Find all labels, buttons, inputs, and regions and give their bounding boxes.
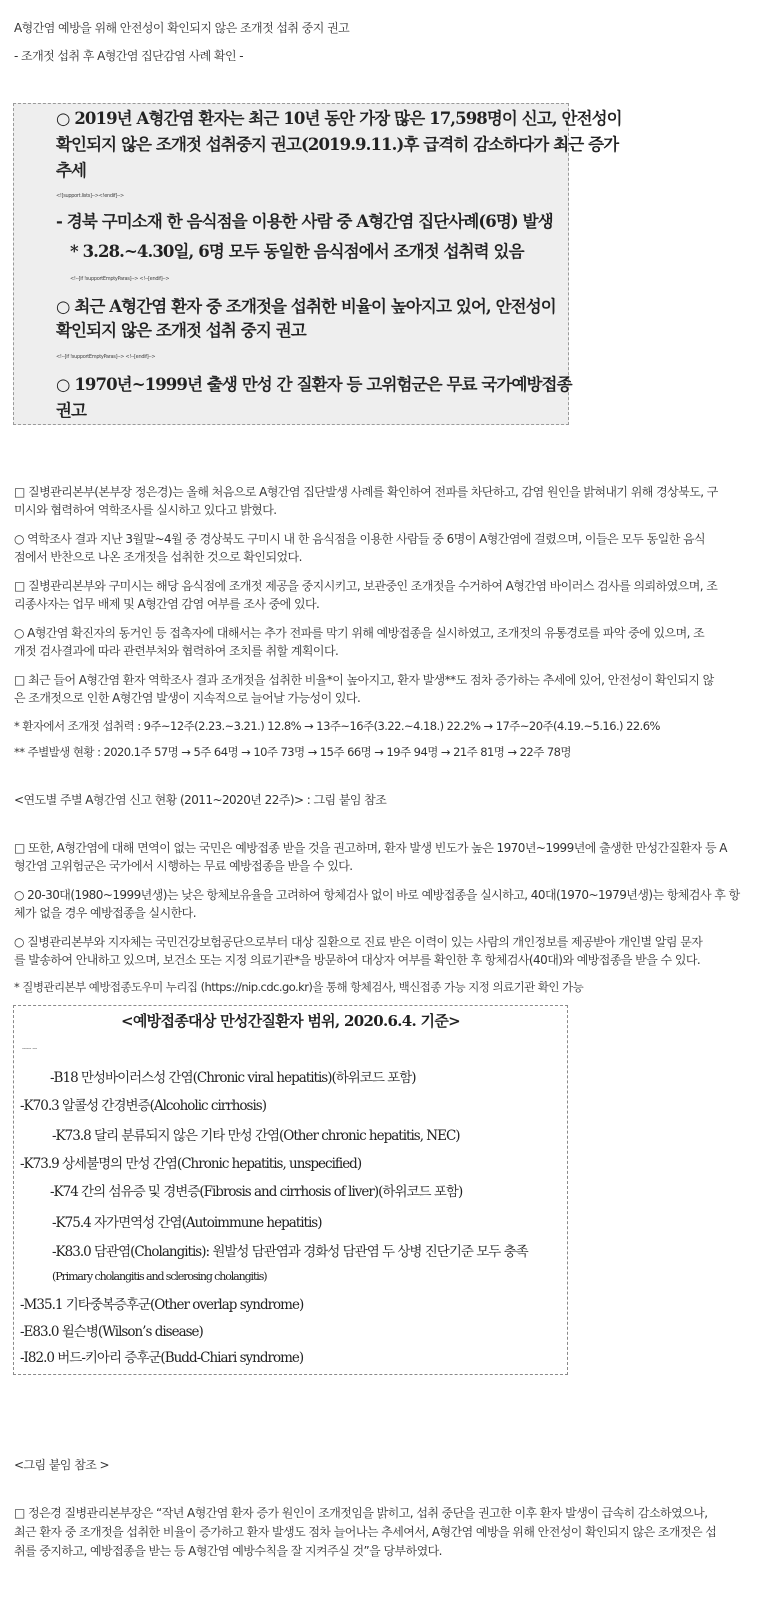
note-weekly-cases: ** 주별발생 현황 : 2020.1주 57명 → 5주 64명 → 10주 73명 → 15주 66명 → 19주 94명 → 21주 81명 → 22주 78명 (14, 745, 571, 759)
disease-item-b18: -B18 만성바이러스성 간염(Chronic viral hepatitis)(하위코드 포함) (50, 1070, 416, 1086)
para9-line1: □ 정은경 질병관리본부장은 “작년 A형간염 환자 증가 원인이 조개젓임을 밝히고, 섭취 중단을 권고한 이후 환자 발생이 급속히 감소하였으나, (14, 1506, 708, 1520)
para8-line2: 를 발송하여 안내하고 있으며, 보건소 또는 지정 의료기관*을 방문하여 대상자 여부를 확인한 후 항체검사(40대)와 예방접종을 받을 수 있다. (14, 953, 701, 967)
note-nip-website: * 질병관리본부 예방접종도우미 누리집 (https://nip.cdc.go.kr)을 통해 항체검사, 백신접종 가능 지정 의료기관 확인 가능 (14, 980, 584, 994)
summary-point-3-line1: ○ 최근 A형간염 환자 중 조개젓을 섭취한 비율이 높아지고 있어, 안전성이 (56, 297, 556, 316)
page-title: A형간염 예방을 위해 안전성이 확인되지 않은 조개젓 섭취 중지 권고 (14, 21, 350, 35)
para7-line2: 체가 없을 경우 예방접종을 실시한다. (14, 906, 196, 920)
summary-point-4-line1: ○ 1970년~1999년 출생 만성 간 질환자 등 고위험군은 무료 국가예방접종 (56, 375, 572, 394)
disease-box-marker: ------ --- (22, 1046, 37, 1052)
para2-line1: ○ 역학조사 결과 지난 3월말~4월 중 경상북도 구미시 내 한 음식점을 이용한 사람들 중 6명이 A형간염에 걸렸으며, 이들은 모두 동일한 음식 (14, 532, 706, 546)
summary-marker-3: <!--[if !supportEmptyParas]--> <!--[endif]--> (56, 354, 156, 360)
para6-line2: 형간염 고위험군은 국가에서 시행하는 무료 예방접종을 받을 수 있다. (14, 859, 353, 873)
para8-line1: ○ 질병관리본부와 지자체는 국민건강보험공단으로부터 대상 질환으로 진료 받은 이력이 있는 사람의 개인정보를 제공받아 개인별 알림 문자 (14, 935, 703, 949)
page-subtitle: - 조개젓 섭취 후 A형간염 집단감염 사례 확인 - (14, 49, 244, 63)
para3-line1: □ 질병관리본부와 구미시는 해당 음식점에 조개젓 제공을 중지시키고, 보관중인 조개젓을 수거하여 A형간염 바이러스 검사를 의뢰하였으며, 조 (14, 579, 718, 593)
disease-item-k830-sub: (Primary cholangitis and sclerosing cholangitis) (52, 1270, 267, 1283)
disease-box-title: <예방접종대상 만성간질환자 범위, 2020.6.4. 기준> (121, 1012, 460, 1030)
para4-line1: ○ A형간염 확진자의 동거인 등 접촉자에 대해서는 추가 전파를 막기 위해 예방접종을 실시하였고, 조개젓의 유통경로를 파악 중에 있으며, 조 (14, 626, 705, 640)
para4-line2: 개젓 검사결과에 따라 관련부처와 협력하여 조치를 취할 계획이다. (14, 644, 339, 658)
summary-box (13, 103, 622, 425)
disease-item-k830: -K83.0 담관염(Cholangitis): 원발성 담관염과 경화성 담관염 두 상병 진단기준 모두 충족 (52, 1244, 528, 1260)
summary-point-1-line2: 확인되지 않은 조개젓 섭취중지 권고(2019.9.11.)후 급격히 감소하다가 최근 증가 (56, 135, 619, 154)
para2-line2: 점에서 반찬으로 나온 조개젓을 섭취한 것으로 확인되었다. (14, 550, 302, 564)
figure-reference-2: <그림 붙임 참조 > (14, 1458, 110, 1472)
figure-reference-1: <연도별 주별 A형간염 신고 현황 (2011~2020년 22주)> : 그림 붙임 참조 (14, 793, 387, 807)
disease-item-e830: -E83.0 윌슨병(Wilson’s disease) (20, 1324, 203, 1340)
disease-item-k739: -K73.9 상세불명의 만성 간염(Chronic hepatitis, unspecified) (20, 1156, 362, 1172)
summary-point-1-line3: 추세 (56, 161, 87, 180)
para1-line2: 미시와 협력하여 역학조사를 실시하고 있다고 밝혔다. (14, 503, 277, 517)
summary-marker-2: <!--[if !supportEmptyParas]--> <!--[endif]--> (70, 276, 170, 282)
para1-line1: □ 질병관리본부(본부장 정은경)는 올해 처음으로 A형간염 집단발생 사례를 확인하여 전파를 차단하고, 감염 원인을 밝혀내기 위해 경상북도, 구 (14, 485, 718, 499)
summary-point-2-line1: - 경북 구미소재 한 음식점을 이용한 사람 중 A형간염 집단사례(6명) 발생 (56, 212, 553, 231)
para6-line1: □ 또한, A형간염에 대해 면역이 없는 국민은 예방접종 받을 것을 권고하며, 환자 발생 빈도가 높은 1970년~1999년에 출생한 만성간질환자 등 A (14, 841, 727, 855)
para5-line1: □ 최근 들어 A형간염 환자 역학조사 결과 조개젓을 섭취한 비율*이 높아지고, 환자 발생**도 점차 증가하는 추세에 있어, 안전성이 확인되지 않 (14, 673, 714, 687)
disease-item-k703: -K70.3 알콜성 간경변증(Alcoholic cirrhosis) (20, 1098, 266, 1114)
para5-line2: 은 조개젓으로 인한 A형간염 발생이 지속적으로 늘어날 가능성이 있다. (14, 691, 361, 705)
summary-point-1-line1: ○ 2019년 A형간염 환자는 최근 10년 동안 가장 많은 17,598명이 신고, 안전성이 (56, 109, 622, 128)
summary-point-2-line2: * 3.28.~4.30일, 6명 모두 동일한 음식점에서 조개젓 섭취력 있음 (70, 242, 524, 261)
disease-item-i820: -I82.0 버드-키아리 증후군(Budd-Chiari syndrome) (20, 1350, 304, 1366)
summary-marker-1: <![support.lists]--><!endif]--> (56, 193, 124, 199)
para9-line2: 최근 환자 중 조개젓을 섭취한 비율이 증가하고 환자 발생도 점차 늘어나는 추세여서, A형간염 예방을 위해 안전성이 확인되지 않은 조개젓은 섭 (14, 1525, 717, 1539)
summary-point-4-line2: 권고 (56, 401, 87, 420)
para7-line1: ○ 20-30대(1980~1999년생)는 낮은 항체보유율을 고려하여 항체검사 없이 바로 예방접종을 실시하고, 40대(1970~1979년생)는 항체검사 후 항 (14, 888, 740, 902)
vaccination-disease-box (13, 1005, 568, 1375)
disease-item-k738: -K73.8 달리 분류되지 않은 기타 만성 간염(Other chronic hepatitis, NEC) (52, 1128, 460, 1144)
para9-line3: 취를 중지하고, 예방접종을 받는 등 A형간염 예방수칙을 잘 지켜주실 것”을 당부하였다. (14, 1544, 442, 1558)
para3-line2: 리종사자는 업무 배제 및 A형간염 감염 여부를 조사 중에 있다. (14, 597, 320, 611)
disease-item-k74: -K74 간의 섬유증 및 경변증(Fibrosis and cirrhosis of liver)(하위코드 포함) (50, 1184, 463, 1200)
note-shellfish-intake: * 환자에서 조개젓 섭취력 : 9주~12주(2.23.~3.21.) 12.8% → 13주~16주(3.22.~4.18.) 22.2% → 17주~20주(4.19.~5.16.) 22.6% (14, 719, 660, 733)
disease-item-k754: -K75.4 자가면역성 간염(Autoimmune hepatitis) (52, 1215, 322, 1231)
summary-point-3-line2: 확인되지 않은 조개젓 섭취 중지 권고 (56, 321, 306, 340)
disease-item-m351: -M35.1 기타중복증후군(Other overlap syndrome) (20, 1297, 304, 1313)
